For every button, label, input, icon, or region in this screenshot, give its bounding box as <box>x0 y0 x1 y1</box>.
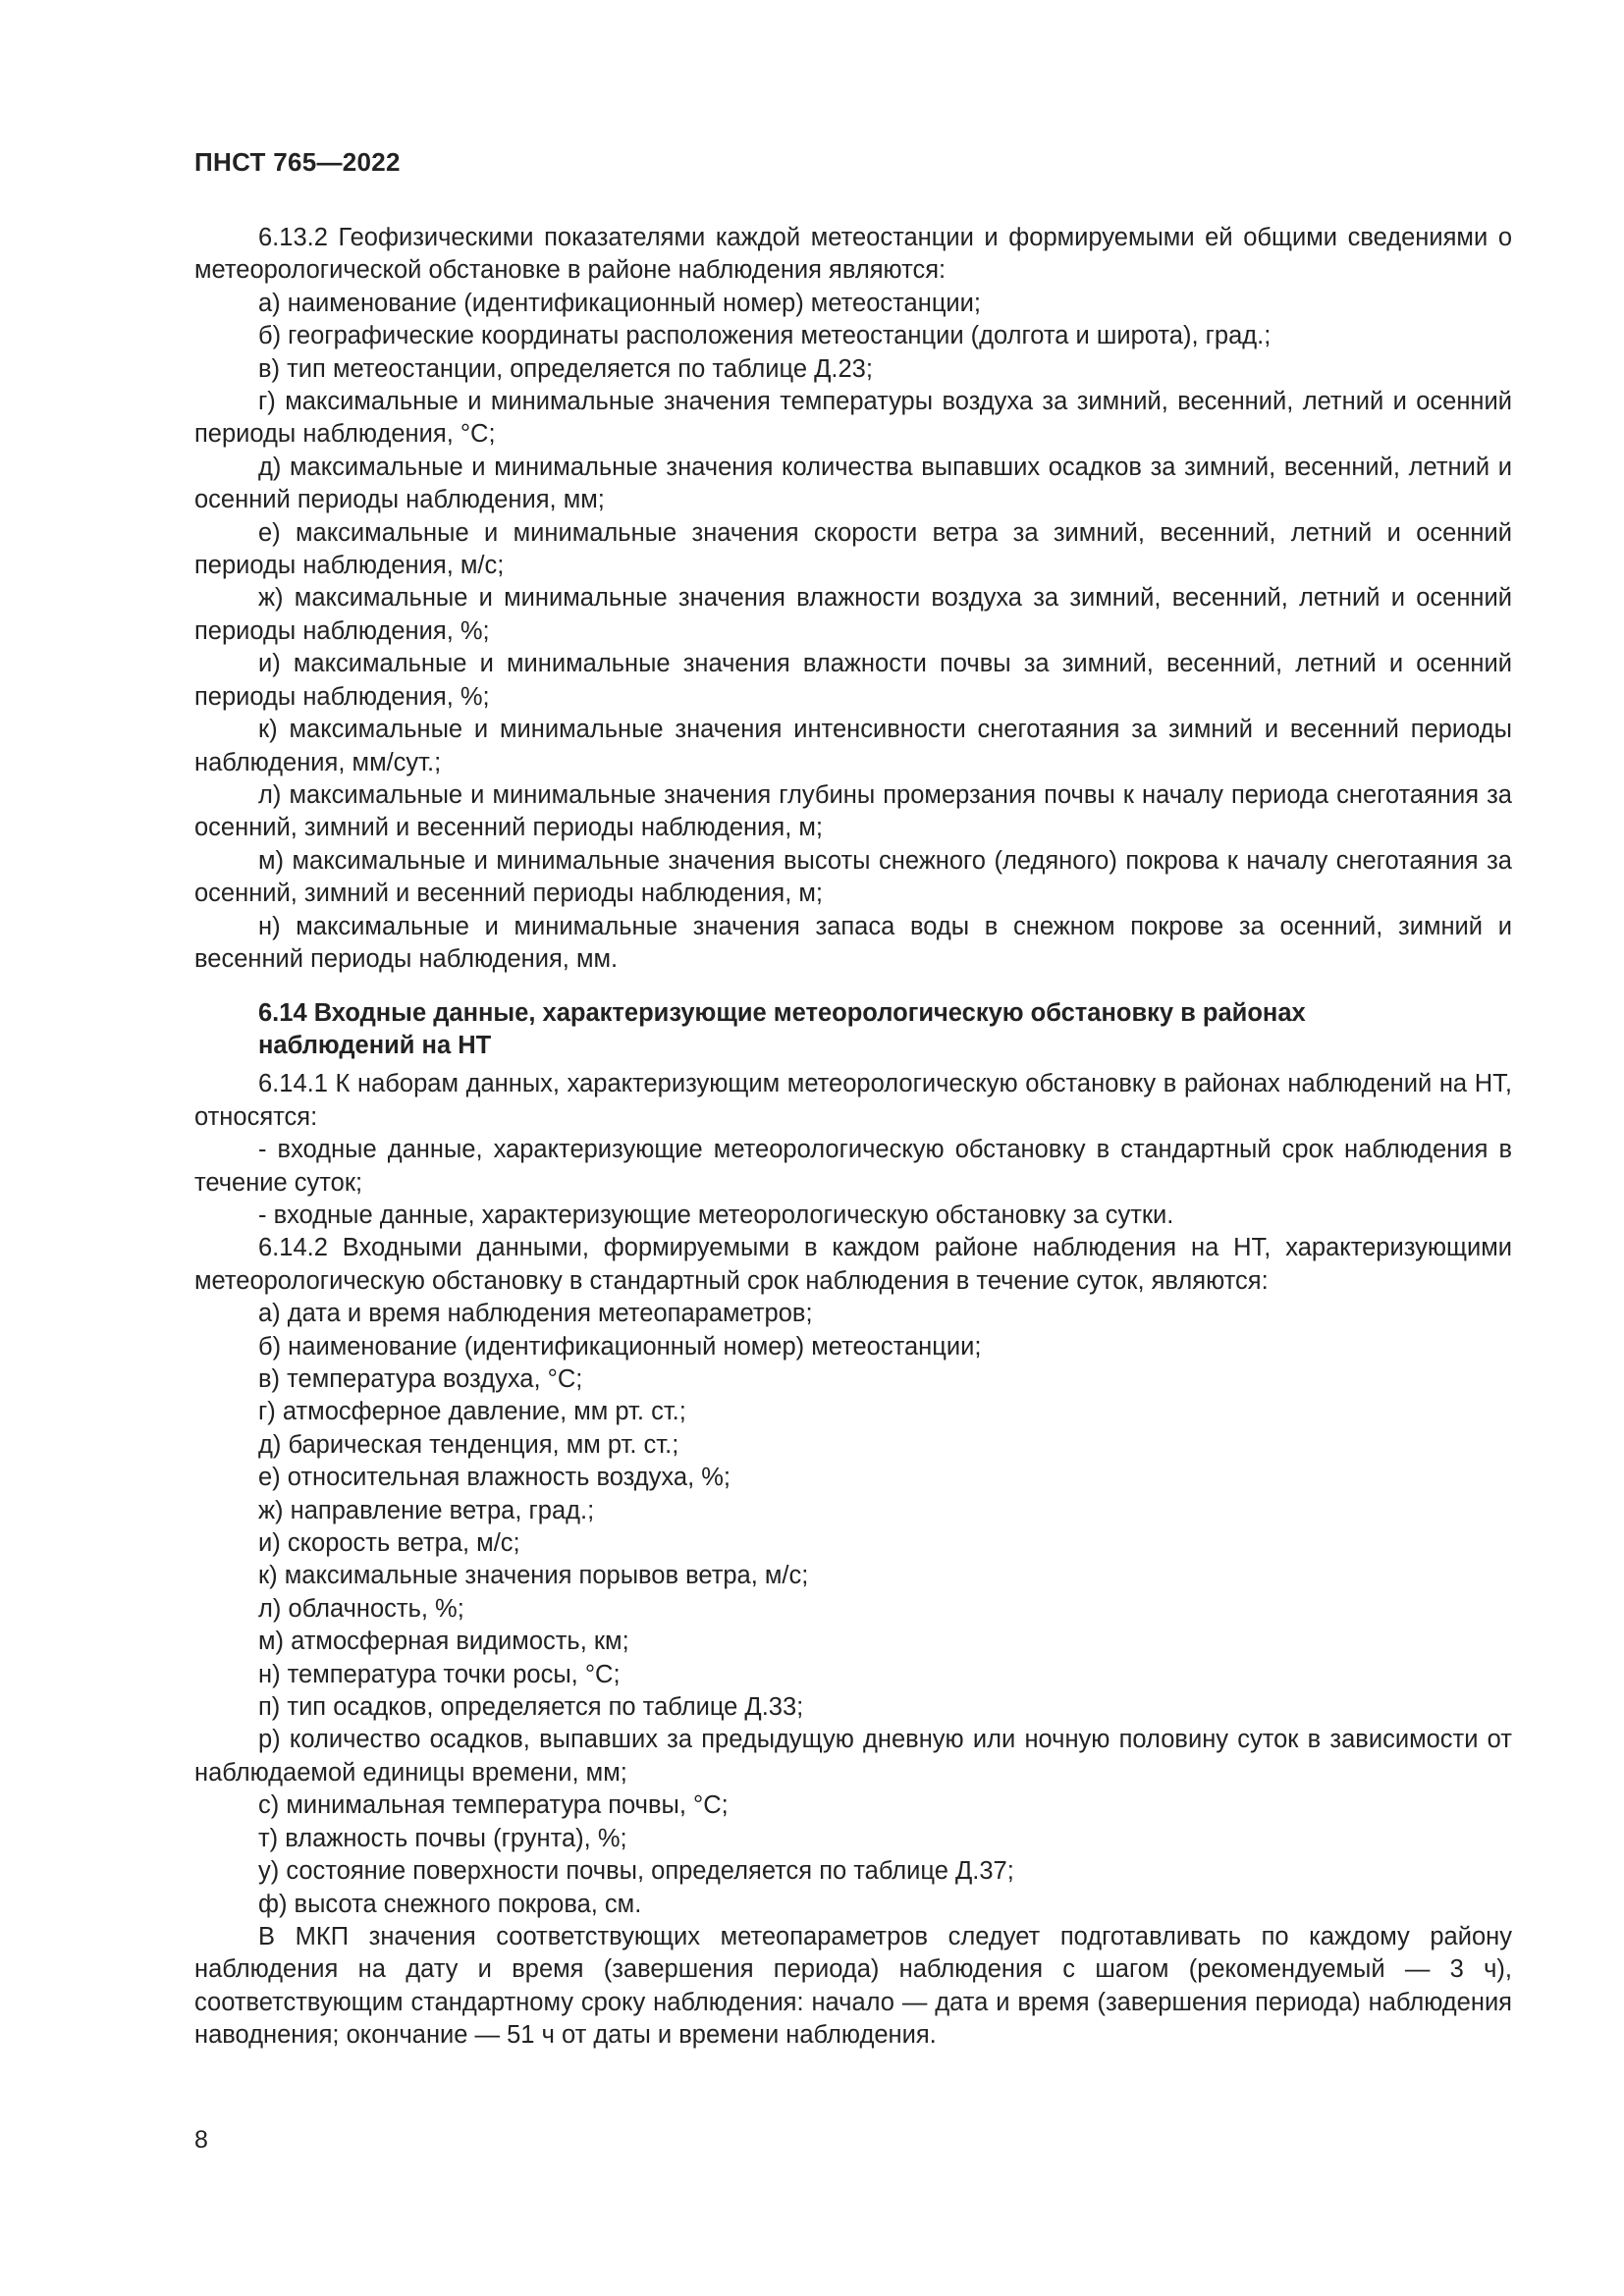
section-heading-line: 6.14 Входные данные, характеризующие метеорологическую обстановку в районах <box>258 999 1306 1028</box>
list-item: ж) направление ветра, град.; <box>258 1496 595 1524</box>
list-item: а) наименование (идентификационный номер) метеостанции; <box>258 289 982 317</box>
list-item: л) облачность, %; <box>258 1594 464 1623</box>
list-item: м) атмосферная видимость, км; <box>258 1628 629 1656</box>
list-item: т) влажность почвы (грунта), %; <box>258 1824 627 1852</box>
document-header: ПНСТ 765—2022 <box>194 147 401 177</box>
list-item: к) максимальные и минимальные значения интенсивности снеготаяния за зимний и весенний периоды наблюдения, мм/сут.; <box>194 716 1512 776</box>
list-item: и) скорость ветра, м/с; <box>258 1529 520 1558</box>
list-item: ж) максимальные и минимальные значения влажности воздуха за зимний, весенний, летний и осенний периоды наблюдения, %; <box>194 584 1512 645</box>
list-6-14-2 <box>194 1298 1512 1921</box>
section-6-14-heading <box>194 997 1512 1062</box>
document-body <box>194 222 1512 2053</box>
list-item: м) максимальные и минимальные значения высоты снежного (ледяного) покрова к началу снеготаяния за осенний, зимний и весенний периоды наблюдения, м; <box>194 846 1512 908</box>
list-item: н) максимальные и минимальные значения запаса воды в снежном покрове за осенний, зимний и весенний периоды наблюдения, мм. <box>194 912 1512 973</box>
list-6-14-1 <box>194 1134 1512 1232</box>
list-6-13-2 <box>194 288 1512 977</box>
list-item: е) относительная влажность воздуха, %; <box>258 1464 731 1492</box>
list-item: г) атмосферное давление, мм рт. ст.; <box>258 1398 686 1426</box>
list-item: в) тип метеостанции, определяется по таблице Д.23; <box>258 354 873 383</box>
list-item: л) максимальные и минимальные значения глубины промерзания почвы к началу периода снеготаяния за осенний, зимний и весенний периоды наблюдения, м; <box>194 780 1512 842</box>
list-item: п) тип осадков, определяется по таблице Д.33; <box>258 1693 804 1722</box>
list-item: ф) высота снежного покрова, см. <box>258 1890 642 1918</box>
paragraph-6-14-1: 6.14.1 К наборам данных, характеризующим метеорологическую обстановку в районах наблюдений на НТ, относятся: <box>194 1070 1512 1131</box>
list-item: д) максимальные и минимальные значения количества выпавших осадков за зимний, весенний, летний и осенний периоды наблюдения, мм; <box>194 453 1512 514</box>
list-item: - входные данные, характеризующие метеорологическую обстановку за сутки. <box>258 1201 1174 1229</box>
list-item: а) дата и время наблюдения метеопараметров; <box>258 1300 813 1328</box>
list-item: б) географические координаты расположения метеостанции (долгота и широта), град.; <box>258 322 1272 350</box>
page-number: 8 <box>194 2126 208 2154</box>
list-item: г) максимальные и минимальные значения температуры воздуха за зимний, весенний, летний и осенний периоды наблюдения, °C; <box>194 388 1512 449</box>
list-item: д) барическая тенденция, мм рт. ст.; <box>258 1430 679 1459</box>
closing-paragraph: В МКП значения соответствующих метеопараметров следует подготавливать по каждому району наблюдения на дату и время (завершения периода) наблюдения с шагом (рекомендуемый — 3 ч), соответствующим стандартному сроку наблюдения: начало — дата и время (завершения периода) наблюдения наводнения; окончание — 51 ч от даты и времени наблюдения. <box>194 1922 1512 2050</box>
list-item: и) максимальные и минимальные значения влажности почвы за зимний, весенний, летний и осенний периоды наблюдения, %; <box>194 650 1512 711</box>
list-item: с) минимальная температура почвы, °C; <box>258 1791 729 1820</box>
list-item: к) максимальные значения порывов ветра, м/с; <box>258 1562 809 1590</box>
section-heading-line: наблюдений на НТ <box>258 1032 492 1060</box>
list-item: б) наименование (идентификационный номер) метеостанции; <box>258 1332 982 1361</box>
list-item: - входные данные, характеризующие метеорологическую обстановку в стандартный срок наблюдения в течение суток; <box>194 1136 1512 1197</box>
paragraph-6-14-2: 6.14.2 Входными данными, формируемыми в каждом районе наблюдения на НТ, характеризующими метеорологическую обстановку в стандартный срок наблюдения в течение суток, являются: <box>194 1234 1512 1295</box>
list-item: е) максимальные и минимальные значения скорости ветра за зимний, весенний, летний и осенний периоды наблюдения, м/с; <box>194 518 1512 580</box>
list-item: р) количество осадков, выпавших за предыдущую дневную или ночную половину суток в зависимости от наблюдаемой единицы времени, мм; <box>194 1726 1512 1787</box>
list-item: в) температура воздуха, °C; <box>258 1365 583 1393</box>
list-item: н) температура точки росы, °C; <box>258 1660 621 1688</box>
list-item: у) состояние поверхности почвы, определяется по таблице Д.37; <box>258 1857 1014 1886</box>
paragraph-6-13-2-intro: 6.13.2 Геофизическими показателями каждой метеостанции и формируемыми ей общими сведениями о метеорологической обстановке в районе наблюдения являются: <box>194 224 1512 285</box>
